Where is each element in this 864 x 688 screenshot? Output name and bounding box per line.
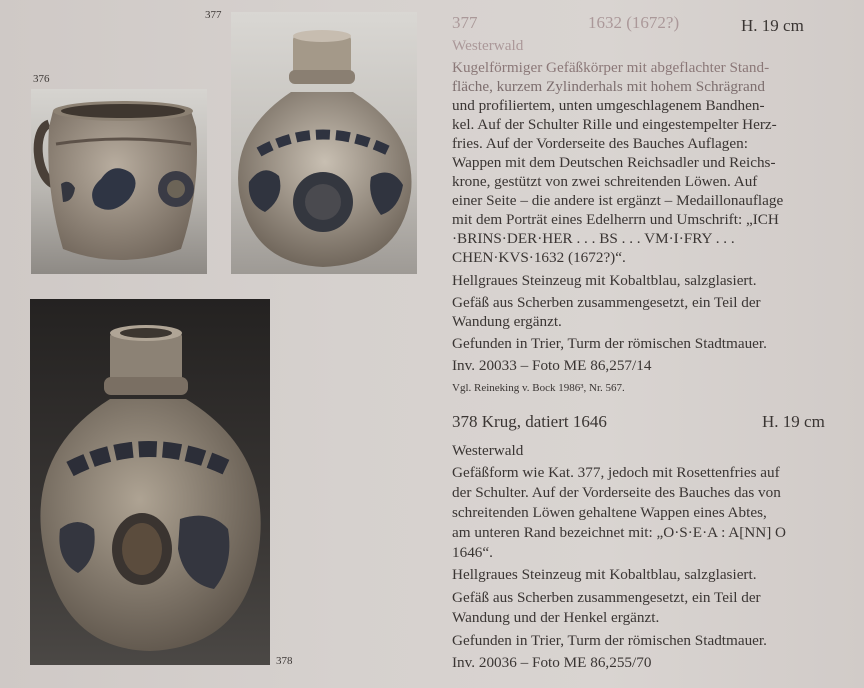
entry-377-desc-line: Kugelförmiger Gefäßkörper mit abgeflachter Stand- [452,59,770,76]
entry-378-height: H. 19 cm [762,412,825,431]
entry-378-origin: Westerwald [452,442,524,459]
entry-378-found: Gefunden in Trier, Turm der römischen Stadtmauer. [452,632,767,649]
entry-378-header: 378 Krug, datiert 1646 [452,412,607,431]
entry-378-desc-line: schreitenden Löwen gehaltene Wappen eines Abtes, [452,504,767,521]
entry-377-date: 1632 (1672?) [588,13,680,32]
entry-377-origin: Westerwald [452,37,524,54]
entry-377-desc-line: ·BRINS·DER·HER . . . BS . . . VM·I·FRY . . . [452,230,735,247]
entry-378-condition-line: Gefäß aus Scherben zusammengesetzt, ein Teil der [452,589,761,606]
figure-377-photo [231,12,417,274]
entry-378-desc-line: Gefäßform wie Kat. 377, jedoch mit Rosettenfries auf [452,464,780,481]
entry-377-condition-line: Gefäß aus Scherben zusammengesetzt, ein Teil der [452,294,761,311]
entry-377-desc-line: krone, gestützt von zwei schreitenden Löwen. Auf [452,173,758,190]
entry-377-found: Gefunden in Trier, Turm der römischen Stadtmauer. [452,335,767,352]
entry-377-desc-line: fries. Auf der Vorderseite des Bauches Auflagen: [452,135,748,152]
entry-377-desc-line: kel. Auf der Schulter Rille und eingestempelter Herz- [452,116,777,133]
stoneware-bottle-image [231,12,417,274]
entry-377-reference: Vgl. Reineking v. Bock 1986³, Nr. 567. [452,382,625,394]
entry-377-desc-line: fläche, kurzem Zylinderhals mit hohem Schrägrand [452,78,765,95]
entry-377-desc-line: und profiliertem, unten umgeschlagenem Bandhen- [452,97,765,114]
figure-378-photo [30,299,270,665]
entry-378-inventory: Inv. 20036 – Foto ME 86,255/70 [452,654,652,671]
figure-378-number: 378 [276,655,293,667]
entry-377-material: Hellgraues Steinzeug mit Kobaltblau, salzglasiert. [452,272,757,289]
entry-378-desc-line: 1646“. [452,544,493,561]
entry-378-desc-line: am unteren Rand bezeichnet mit: „O·S·E·A : A[NN] O [452,524,787,541]
entry-378-material: Hellgraues Steinzeug mit Kobaltblau, salzglasiert. [452,566,757,583]
entry-377-condition-line: Wandung ergänzt. [452,313,562,330]
entry-378-desc-line: der Schulter. Auf der Vorderseite des Bauches das von [452,484,781,501]
entry-377-height: H. 19 cm [741,16,804,35]
entry-377-desc-line: CHEN·KVS·1632 (1672?)“. [452,249,626,266]
entry-377-desc-line: einer Seite – die andere ist ergänzt – Medaillonauflage [452,192,784,209]
entry-377-number: 377 [452,13,478,32]
stoneware-jug-image [30,299,270,665]
figure-376-number: 376 [33,73,50,85]
figure-376-photo [31,89,207,274]
entry-377-desc-line: Wappen mit dem Deutschen Reichsadler und Reichs- [452,154,776,171]
entry-378-condition-line: Wandung und der Henkel ergänzt. [452,609,660,626]
entry-377-inventory: Inv. 20033 – Foto ME 86,257/14 [452,357,652,374]
figure-377-number: 377 [205,9,222,21]
stoneware-mug-image [31,89,207,274]
entry-377-desc-line: mit dem Porträt eines Edelherrn und Umschrift: „ICH [452,211,779,228]
